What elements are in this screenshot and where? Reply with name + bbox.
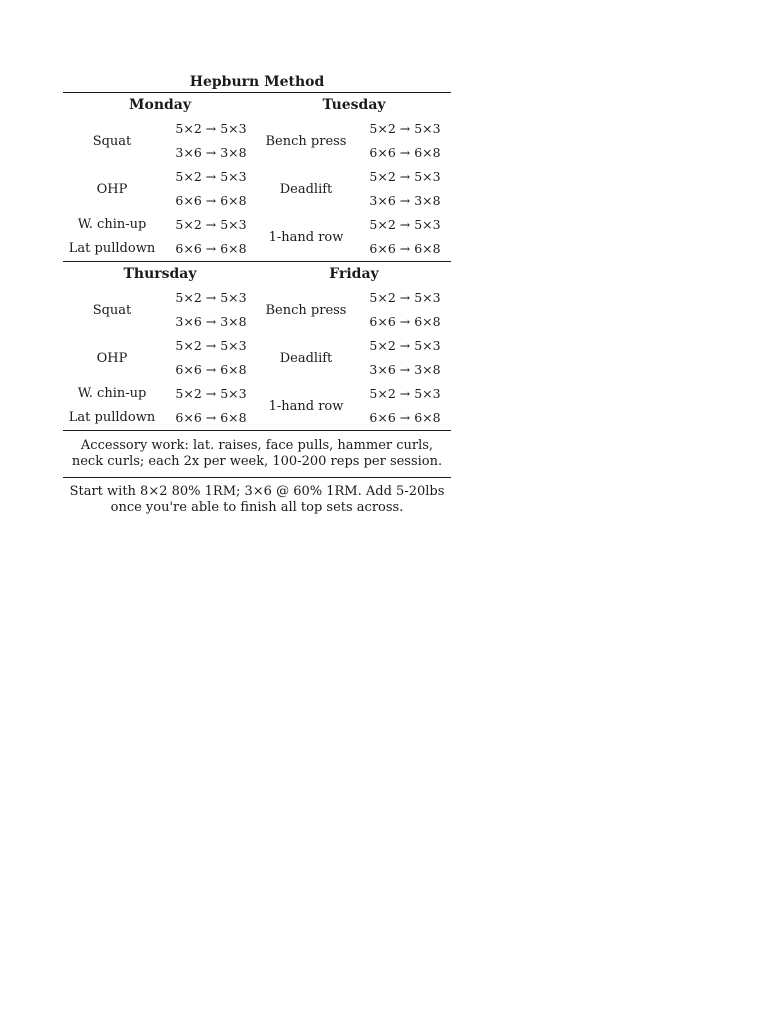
set-scheme: 6×6 → 6×8 bbox=[369, 314, 441, 329]
exercise-name: Lat pulldown bbox=[68, 410, 156, 425]
hepburn-method-document bbox=[63, 72, 451, 516]
day-heading: Friday bbox=[329, 266, 379, 282]
set-scheme: 5×2 → 5×3 bbox=[175, 121, 247, 136]
set-scheme: 3×6 → 3×8 bbox=[175, 145, 247, 160]
set-scheme: 3×6 → 3×8 bbox=[175, 314, 247, 329]
set-scheme: 6×6 → 6×8 bbox=[175, 362, 247, 377]
exercise-name-pair bbox=[63, 382, 161, 430]
set-scheme: 6×6 → 6×8 bbox=[369, 145, 441, 160]
exercise-row bbox=[257, 382, 451, 430]
week-block-2 bbox=[63, 262, 451, 431]
exercise-sets bbox=[161, 165, 257, 213]
exercise-name: OHP bbox=[96, 350, 128, 366]
exercise-row bbox=[257, 213, 451, 261]
exercise-row bbox=[257, 117, 451, 165]
exercise-row bbox=[63, 117, 257, 165]
exercise-name: Squat bbox=[92, 133, 132, 149]
exercise-row bbox=[257, 286, 451, 334]
set-scheme: 5×2 → 5×3 bbox=[369, 121, 441, 136]
start-note: Start with 8×2 80% 1RM; 3×6 @ 60% 1RM. Add 5-20lbs once you're able to finish all top sets across. bbox=[69, 484, 445, 515]
exercise-sets bbox=[161, 213, 257, 261]
accessory-note: Accessory work: lat. raises, face pulls, hammer curls, neck curls; each 2x per week, 100-200 reps per session. bbox=[63, 431, 451, 478]
set-scheme: 5×2 → 5×3 bbox=[175, 169, 247, 184]
exercise-name: OHP bbox=[96, 181, 128, 197]
day-heading: Thursday bbox=[123, 266, 197, 282]
exercise-name-pair bbox=[63, 213, 161, 261]
exercise-sets bbox=[161, 286, 257, 334]
exercise-sets bbox=[161, 382, 257, 430]
exercise-name: Squat bbox=[92, 302, 132, 318]
exercise-sets bbox=[355, 165, 451, 213]
exercise-name: Bench press bbox=[265, 133, 347, 149]
exercise-row bbox=[63, 165, 257, 213]
set-scheme: 5×2 → 5×3 bbox=[175, 217, 247, 232]
exercise-name: 1-hand row bbox=[268, 398, 344, 414]
exercise-name: 1-hand row bbox=[268, 229, 344, 245]
day-heading: Tuesday bbox=[322, 97, 386, 113]
week-block-1 bbox=[63, 93, 451, 262]
exercise-sets bbox=[355, 117, 451, 165]
set-scheme: 5×2 → 5×3 bbox=[369, 169, 441, 184]
exercise-name: W. chin-up bbox=[77, 217, 147, 232]
set-scheme: 3×6 → 3×8 bbox=[369, 362, 441, 377]
exercise-row bbox=[257, 165, 451, 213]
day-monday bbox=[63, 93, 257, 261]
set-scheme: 6×6 → 6×8 bbox=[175, 241, 247, 256]
exercise-sets bbox=[355, 334, 451, 382]
day-thursday bbox=[63, 262, 257, 430]
set-scheme: 5×2 → 5×3 bbox=[369, 217, 441, 232]
day-heading: Monday bbox=[128, 97, 191, 113]
exercise-row bbox=[257, 334, 451, 382]
set-scheme: 5×2 → 5×3 bbox=[175, 386, 247, 401]
exercise-name: Deadlift bbox=[279, 350, 333, 366]
set-scheme: 5×2 → 5×3 bbox=[369, 290, 441, 305]
exercise-sets bbox=[355, 213, 451, 261]
exercise-name: Deadlift bbox=[279, 181, 333, 197]
exercise-sets bbox=[355, 382, 451, 430]
exercise-name: W. chin-up bbox=[77, 386, 147, 401]
set-scheme: 5×2 → 5×3 bbox=[175, 338, 247, 353]
exercise-name: Lat pulldown bbox=[68, 241, 156, 256]
page-title: Hepburn Method bbox=[63, 72, 451, 93]
day-friday bbox=[257, 262, 451, 430]
exercise-row bbox=[63, 382, 257, 430]
exercise-row bbox=[63, 286, 257, 334]
set-scheme: 5×2 → 5×3 bbox=[369, 386, 441, 401]
set-scheme: 6×6 → 6×8 bbox=[369, 241, 441, 256]
set-scheme: 3×6 → 3×8 bbox=[369, 193, 441, 208]
exercise-row bbox=[63, 334, 257, 382]
exercise-sets bbox=[161, 117, 257, 165]
set-scheme: 5×2 → 5×3 bbox=[369, 338, 441, 353]
exercise-name: Bench press bbox=[265, 302, 347, 318]
exercise-row bbox=[63, 213, 257, 261]
set-scheme: 6×6 → 6×8 bbox=[175, 193, 247, 208]
set-scheme: 5×2 → 5×3 bbox=[175, 290, 247, 305]
set-scheme: 6×6 → 6×8 bbox=[369, 410, 441, 425]
set-scheme: 6×6 → 6×8 bbox=[175, 410, 247, 425]
day-tuesday bbox=[257, 93, 451, 261]
exercise-sets bbox=[355, 286, 451, 334]
exercise-sets bbox=[161, 334, 257, 382]
